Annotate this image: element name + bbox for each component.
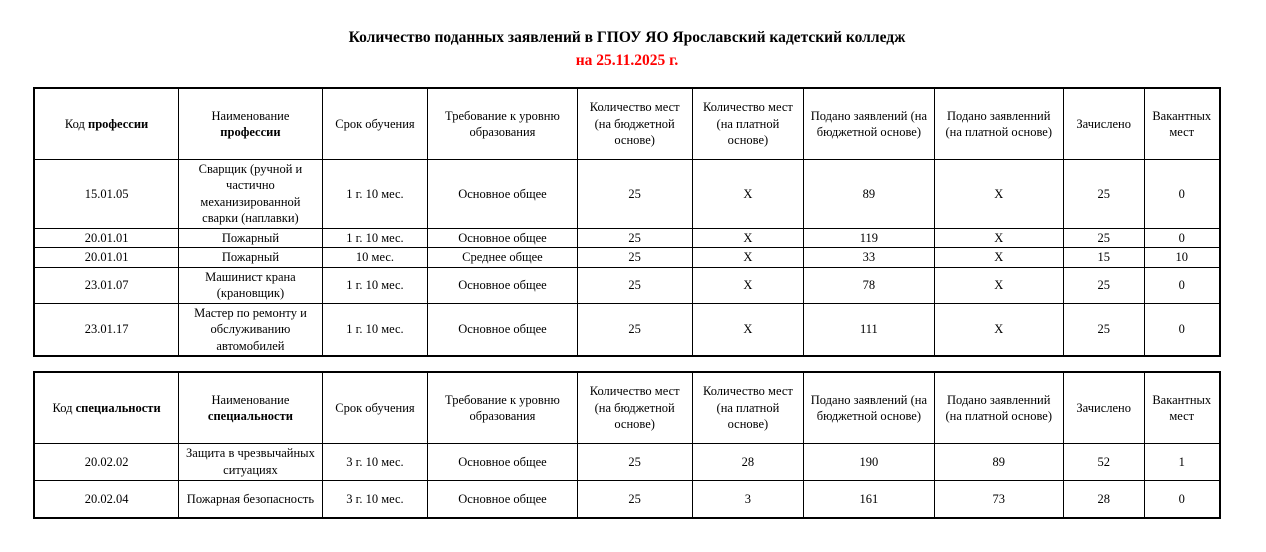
table-cell: Пожарный — [179, 228, 323, 248]
column-header-text: Наименование — [211, 108, 290, 123]
professions-table — [33, 87, 1221, 357]
table-cell: 78 — [804, 267, 934, 303]
column-header-text: Требование к уровню образования — [445, 108, 560, 140]
column-header — [1063, 88, 1144, 159]
table-cell: 25 — [577, 267, 692, 303]
table-cell: X — [692, 248, 803, 268]
table-cell: 190 — [804, 443, 934, 480]
specialties-table — [33, 371, 1221, 519]
column-header-text: Подано заявлений (на бюджетной основе) — [810, 392, 927, 424]
column-header — [34, 372, 179, 443]
column-header-bold-text: профессии — [220, 125, 281, 140]
table-cell: 0 — [1144, 228, 1220, 248]
column-header — [692, 372, 803, 443]
table-row — [34, 267, 1220, 303]
column-header — [1144, 88, 1220, 159]
column-header-text: Зачислено — [1076, 116, 1131, 131]
table-cell: X — [934, 159, 1063, 228]
column-header-text: Вакантных мест — [1152, 392, 1212, 424]
table-cell: 119 — [804, 228, 934, 248]
table-cell: Основное общее — [428, 159, 577, 228]
column-header — [322, 88, 428, 159]
table-cell: 0 — [1144, 480, 1220, 518]
table-row — [34, 443, 1220, 480]
table-cell: 1 г. 10 мес. — [322, 267, 428, 303]
column-header-bold-text: специальности — [207, 409, 293, 424]
column-header — [804, 88, 934, 159]
table-cell: 25 — [577, 228, 692, 248]
table-cell: Основное общее — [428, 443, 577, 480]
table-cell: X — [934, 303, 1063, 356]
column-header-text: Требование к уровню образования — [445, 392, 560, 424]
table-row — [34, 159, 1220, 228]
table-cell: 25 — [577, 443, 692, 480]
column-header — [322, 372, 428, 443]
table-cell: 161 — [804, 480, 934, 518]
table-cell: Пожарный — [179, 248, 323, 268]
table-cell: Пожарная безопасность — [179, 480, 323, 518]
table-cell: X — [692, 267, 803, 303]
table-cell: 20.01.01 — [34, 228, 179, 248]
table-cell: X — [692, 303, 803, 356]
table-cell: 33 — [804, 248, 934, 268]
table-cell: 25 — [577, 480, 692, 518]
table-cell: 25 — [1063, 159, 1144, 228]
table-cell: 25 — [1063, 303, 1144, 356]
table-cell: 0 — [1144, 303, 1220, 356]
column-header-text: Количество мест (на бюджетной основе) — [589, 100, 680, 148]
table-cell: 0 — [1144, 159, 1220, 228]
table-cell: X — [934, 248, 1063, 268]
table-cell: 23.01.17 — [34, 303, 179, 356]
column-header — [179, 372, 323, 443]
table-cell: Основное общее — [428, 303, 577, 356]
column-header-text: Код — [52, 400, 76, 415]
table-cell: Основное общее — [428, 228, 577, 248]
table-cell: 10 мес. — [322, 248, 428, 268]
table-cell: 25 — [577, 248, 692, 268]
column-header — [692, 88, 803, 159]
column-header-text: Срок обучения — [335, 116, 415, 131]
header-row — [34, 88, 1220, 159]
table-cell: 3 г. 10 мес. — [322, 443, 428, 480]
table-cell: Сварщик (ручной и частично механизированной сварки (наплавки) — [179, 159, 323, 228]
column-header-text: Зачислено — [1076, 400, 1131, 415]
column-header-text: Вакантных мест — [1152, 108, 1212, 140]
table-cell: 25 — [577, 159, 692, 228]
table-cell: 25 — [1063, 228, 1144, 248]
table-cell: 20.02.04 — [34, 480, 179, 518]
column-header — [428, 372, 577, 443]
column-header — [804, 372, 934, 443]
table-cell: Основное общее — [428, 480, 577, 518]
table-cell: X — [934, 228, 1063, 248]
table-cell: 1 г. 10 мес. — [322, 228, 428, 248]
column-header-text: Подано заявлений (на бюджетной основе) — [810, 108, 927, 140]
column-header — [934, 88, 1063, 159]
report-date: на 25.11.2025 г. — [575, 52, 679, 70]
column-header — [179, 88, 323, 159]
table-cell: 10 — [1144, 248, 1220, 268]
table-cell: X — [934, 267, 1063, 303]
column-header-text: Наименование — [211, 392, 290, 407]
column-header-text: Код — [64, 116, 88, 131]
column-header-bold-text: специальности — [75, 400, 161, 415]
column-header-text: Подано заявленний (на платной основе) — [945, 108, 1052, 140]
header-row — [34, 372, 1220, 443]
table-cell: 1 г. 10 мес. — [322, 303, 428, 356]
table-cell: 28 — [1063, 480, 1144, 518]
table-cell: 89 — [934, 443, 1063, 480]
column-header — [577, 88, 692, 159]
table-cell: 3 — [692, 480, 803, 518]
table-cell: 20.02.02 — [34, 443, 179, 480]
table-row — [34, 228, 1220, 248]
table-cell: 25 — [577, 303, 692, 356]
column-header-text: Количество мест (на платной основе) — [702, 100, 793, 148]
column-header-text: Подано заявленний (на платной основе) — [945, 392, 1052, 424]
column-header — [428, 88, 577, 159]
table-cell: 1 г. 10 мес. — [322, 159, 428, 228]
column-header-bold-text: профессии — [88, 116, 149, 131]
table-row — [34, 480, 1220, 518]
table-cell: 0 — [1144, 267, 1220, 303]
table-cell: X — [692, 228, 803, 248]
table-cell: 89 — [804, 159, 934, 228]
table-cell: 52 — [1063, 443, 1144, 480]
table-cell: Мастер по ремонту и обслуживанию автомобилей — [179, 303, 323, 356]
page-title: Количество поданных заявлений в ГПОУ ЯО Ярославский кадетский колледж — [348, 29, 906, 46]
table-cell: 1 — [1144, 443, 1220, 480]
column-header — [1063, 372, 1144, 443]
column-header — [34, 88, 179, 159]
table-cell: Защита в чрезвычайных ситуациях — [179, 443, 323, 480]
column-header-text: Количество мест (на бюджетной основе) — [589, 384, 680, 432]
table-row — [34, 248, 1220, 268]
table-cell: 15.01.05 — [34, 159, 179, 228]
table-cell: Машинист крана (крановщик) — [179, 267, 323, 303]
table-cell: 20.01.01 — [34, 248, 179, 268]
table-cell: 3 г. 10 мес. — [322, 480, 428, 518]
table-cell: 23.01.07 — [34, 267, 179, 303]
table-cell: 73 — [934, 480, 1063, 518]
column-header-text: Срок обучения — [335, 400, 415, 415]
column-header — [577, 372, 692, 443]
column-header — [934, 372, 1063, 443]
table-cell: 25 — [1063, 267, 1144, 303]
table-cell: Основное общее — [428, 267, 577, 303]
table-cell: 28 — [692, 443, 803, 480]
table-row — [34, 303, 1220, 356]
column-header — [1144, 372, 1220, 443]
table-cell: X — [692, 159, 803, 228]
column-header-text: Количество мест (на платной основе) — [702, 384, 793, 432]
table-cell: 15 — [1063, 248, 1144, 268]
table-cell: Среднее общее — [428, 248, 577, 268]
table-cell: 111 — [804, 303, 934, 356]
